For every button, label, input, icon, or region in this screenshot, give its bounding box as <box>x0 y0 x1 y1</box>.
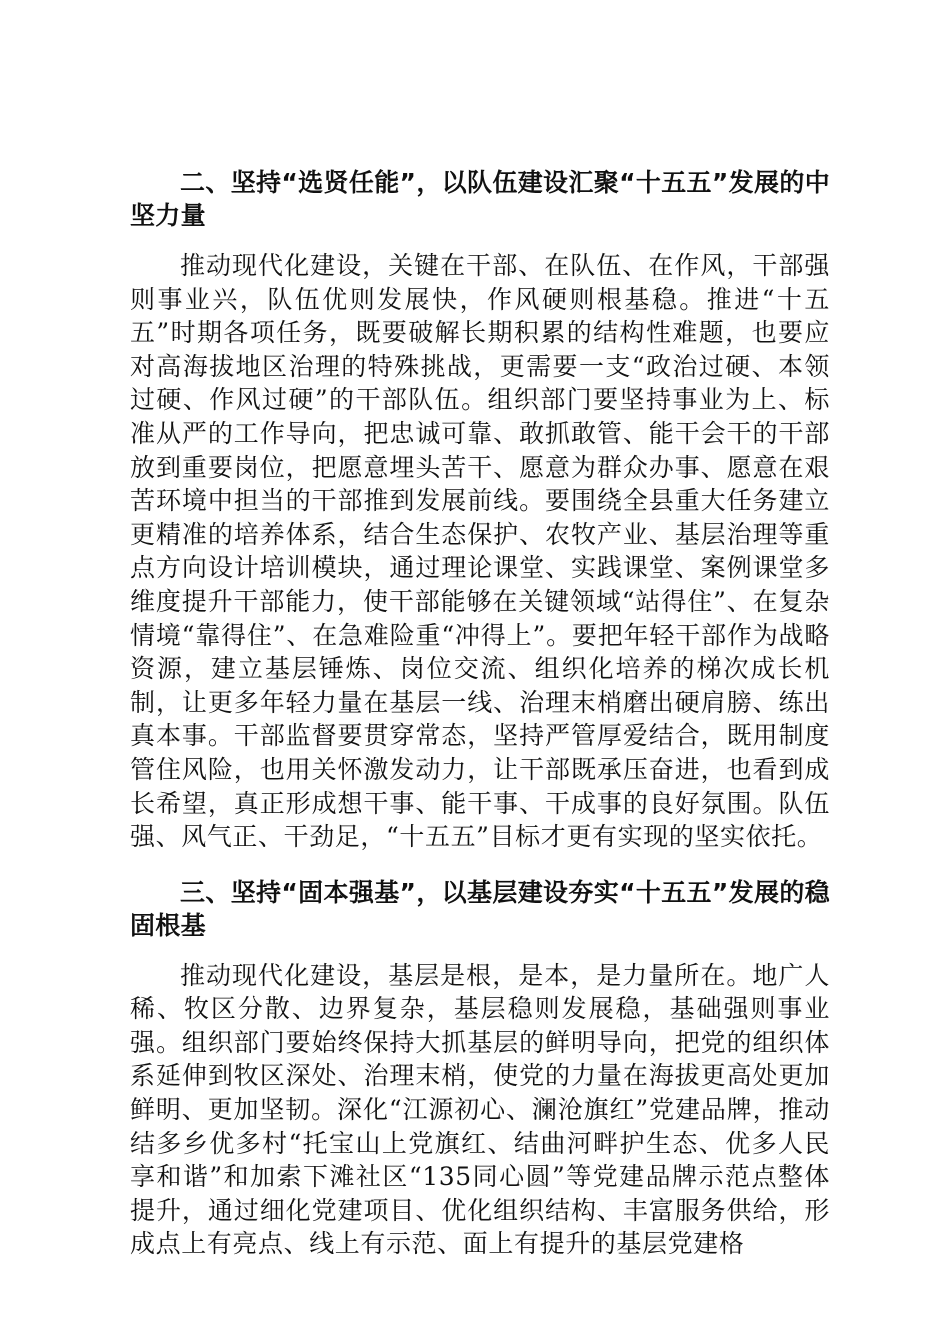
section-heading: 三、坚持“固本强基”，以基层建设夯实“十五五”发展的稳固根基 <box>130 877 830 940</box>
section-paragraph: 推动现代化建设，关键在干部、在队伍、在作风，干部强则事业兴，队伍优则发展快，作风硬则根基稳。推进“十五五”时期各项任务，既要破解长期积累的结构性难题，也要应对高海拔地区治理的特殊挑战，更需要一支“政治过硬、本领过硬、作风过硬”的干部队伍。组织部门要坚持事业为上、标准从严的工作导向，把忠诚可靠、敢抓敢管、能干会干的干部放到重要岗位，把愿意埋头苦干、愿意为群众办事、愿意在艰苦环境中担当的干部推到发展前线。要围绕全县重大任务建立更精准的培养体系，结合生态保护、农牧产业、基层治理等重点方向设计培训模块，通过理论课堂、实践课堂、案例课堂多维度提升干部能力，使干部能够在关键领域“站得住”、在复杂情境“靠得住”、在急难险重“冲得上”。要把年轻干部作为战略资源，建立基层锤炼、岗位交流、组织化培养的梯次成长机制，让更多年轻力量在基层一线、治理末梢磨出硬肩膀、练出真本事。干部监督要贯穿常态，坚持严管厚爱结合，既用制度管住风险，也用关怀激发动力，让干部既承压奋进，也看到成长希望，真正形成想干事、能干事、干成事的良好氛围。队伍强、风气正、干劲足，“十五五”目标才更有实现的坚实依托。 <box>130 251 830 852</box>
spacer <box>130 232 830 249</box>
spacer <box>130 942 830 959</box>
section-paragraph: 推动现代化建设，基层是根，是本，是力量所在。地广人稀、牧区分散、边界复杂，基层稳则发展稳，基础强则事业强。组织部门要始终保持大抓基层的鲜明导向，把党的组织体系延伸到牧区深处、治理末梢，使党的力量在海拔更高处更加鲜明、更加坚韧。深化“江源初心、澜沧旗红”党建品牌，推动结多乡优多村“托宝山上党旗红、结曲河畔护生态、优多人民享和谐”和加索下滩社区“135同心圆”等党建品牌示范点整体提升，通过细化党建项目、优化组织结构、丰富服务供给，形成点上有亮点、线上有示范、面上有提升的基层党建格 <box>130 960 830 1259</box>
spacer <box>130 854 830 876</box>
section-heading: 二、坚持“选贤任能”，以队伍建设汇聚“十五五”发展的中坚力量 <box>130 168 830 230</box>
document-page <box>130 166 830 1261</box>
